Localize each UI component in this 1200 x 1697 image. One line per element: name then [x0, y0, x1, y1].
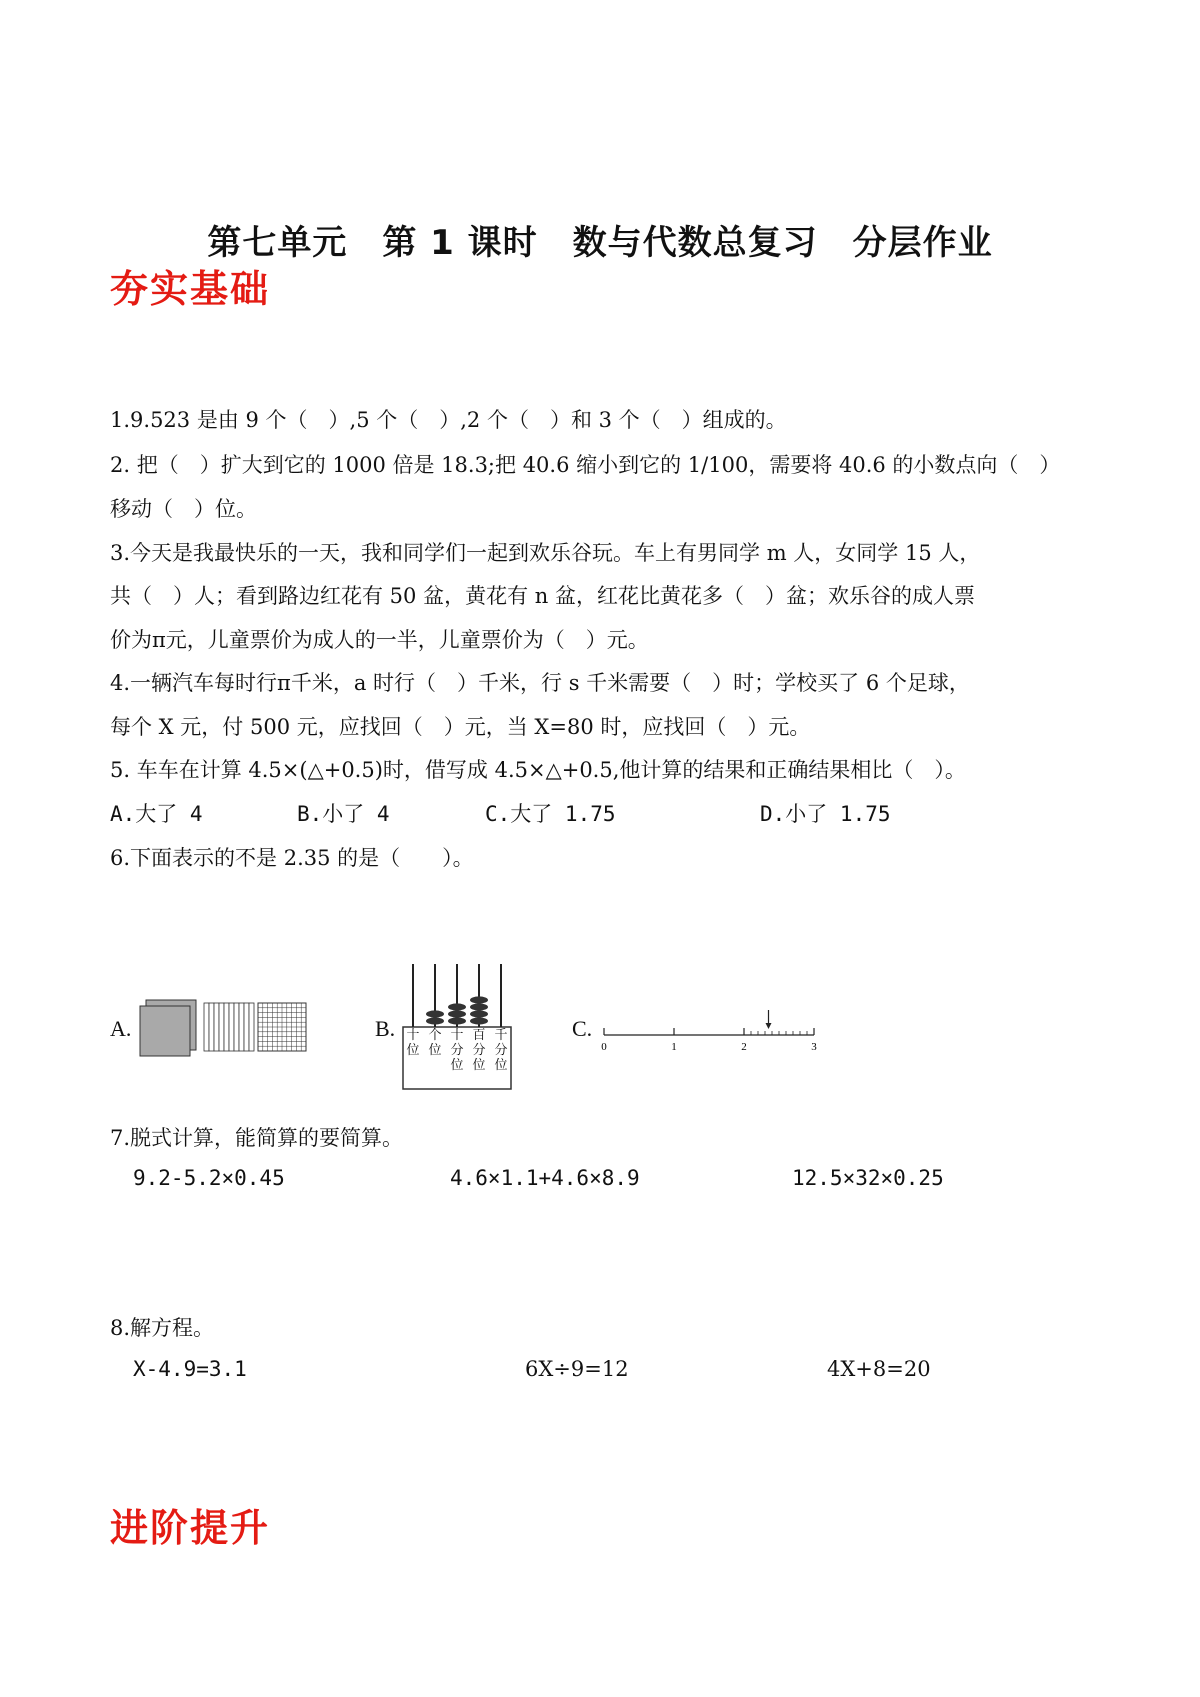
- option-b: B.小了 4: [297, 802, 390, 826]
- question-3-line-3: 价为π元，儿童票价为成人的一半，儿童票价为（ ）元。: [110, 628, 649, 652]
- question-3-line-2: 共（ ）人；看到路边红花有 50 盆，黄花有 n 盆，红花比黄花多（ ）盆；欢乐谷的成人票: [110, 584, 975, 608]
- tenth-rod: [204, 1003, 209, 1051]
- figure-b-label: B.: [375, 1016, 396, 1041]
- tenth-rods: [204, 1003, 254, 1051]
- tenth-rod: [219, 1003, 224, 1051]
- question-7: 7.脱式计算，能简算的要简算。: [110, 1126, 404, 1150]
- number-line-tick-label: 0: [601, 1041, 607, 1053]
- calc-item-1: 9.2-5.2×0.45: [133, 1166, 285, 1190]
- question-4-line-1: 4.一辆汽车每时行π千米，a 时行（ ）千米，行 s 千米需要（ ）时；学校买了 6 个足球，: [110, 671, 970, 695]
- page-title: 第七单元 第 1 课时 数与代数总复习 分层作业: [207, 223, 993, 263]
- abacus-bead: [470, 996, 488, 1003]
- question-8: 8.解方程。: [110, 1316, 215, 1340]
- figure-c-label: C.: [572, 1016, 593, 1041]
- abacus-bead: [470, 1003, 488, 1010]
- option-c: C.大了 1.75: [485, 802, 616, 826]
- abacus-bead: [448, 1017, 466, 1024]
- abacus-column-label: 十分位: [450, 1028, 464, 1073]
- question-1: 1.9.523 是由 9 个（ ）,5 个（ ）,2 个（ ）和 3 个（ ）组成的。: [110, 408, 787, 432]
- question-5: 5. 车车在计算 4.5×(△+0.5)时，借写成 4.5×△+0.5,他计算的结果和正确结果相比（ ）。: [110, 758, 966, 782]
- equation-1: X-4.9=3.1: [133, 1357, 247, 1381]
- tenth-rod: [214, 1003, 219, 1051]
- tenth-rod: [249, 1003, 254, 1051]
- calc-item-3: 12.5×32×0.25: [792, 1166, 944, 1190]
- hundredths-grid: [258, 1003, 306, 1051]
- abacus-bead: [470, 1017, 488, 1024]
- question-2-line-1: 2. 把（ ）扩大到它的 1000 倍是 18.3;把 40.6 缩小到它的 1/100，需要将 40.6 的小数点向（ ）: [110, 453, 1061, 477]
- question-6: 6.下面表示的不是 2.35 的是（ ）。: [110, 846, 474, 870]
- section-heading-basic: 夯实基础: [110, 266, 271, 311]
- question-3-line-1: 3.今天是我最快乐的一天，我和同学们一起到欢乐谷玩。车上有男同学 m 人，女同学 15 人，: [110, 541, 981, 565]
- number-line-arrow: [766, 1010, 772, 1029]
- abacus-bead: [426, 1017, 444, 1024]
- option-a: A.大了 4: [110, 802, 203, 826]
- tenth-rod: [234, 1003, 239, 1051]
- abacus-bead: [426, 1010, 444, 1017]
- equation-3: 4X+8=20: [827, 1357, 931, 1381]
- abacus-column-label: 个位: [428, 1028, 442, 1058]
- abacus-bead: [448, 1003, 466, 1010]
- abacus-column-label: 百分位: [472, 1028, 486, 1073]
- equation-2: 6X÷9=12: [525, 1357, 629, 1381]
- figure-c-number-line: [596, 1000, 826, 1060]
- tenth-rod: [239, 1003, 244, 1051]
- tenth-rod: [209, 1003, 214, 1051]
- figure-a-label: A.: [110, 1016, 132, 1041]
- abacus-bead: [470, 1010, 488, 1017]
- abacus-bead: [448, 1010, 466, 1017]
- calc-item-2: 4.6×1.1+4.6×8.9: [450, 1166, 640, 1190]
- question-2-line-2: 移动（ ）位。: [110, 497, 257, 521]
- question-4-line-2: 每个 X 元，付 500 元，应找回（ ）元，当 X=80 时，应找回（ ）元。: [110, 715, 811, 739]
- tenth-rod: [224, 1003, 229, 1051]
- abacus-column-label: 十位: [406, 1028, 420, 1058]
- abacus-column-label: 千分位: [494, 1028, 508, 1073]
- number-line-tick-label: 1: [671, 1041, 677, 1053]
- tenth-rod: [244, 1003, 249, 1051]
- option-d: D.小了 1.75: [760, 802, 891, 826]
- number-line-tick-label: 3: [811, 1041, 817, 1053]
- figure-a-blocks: [138, 998, 310, 1058]
- section-heading-advanced: 进阶提升: [110, 1505, 271, 1550]
- number-line-tick-label: 2: [741, 1041, 747, 1053]
- tenth-rod: [229, 1003, 234, 1051]
